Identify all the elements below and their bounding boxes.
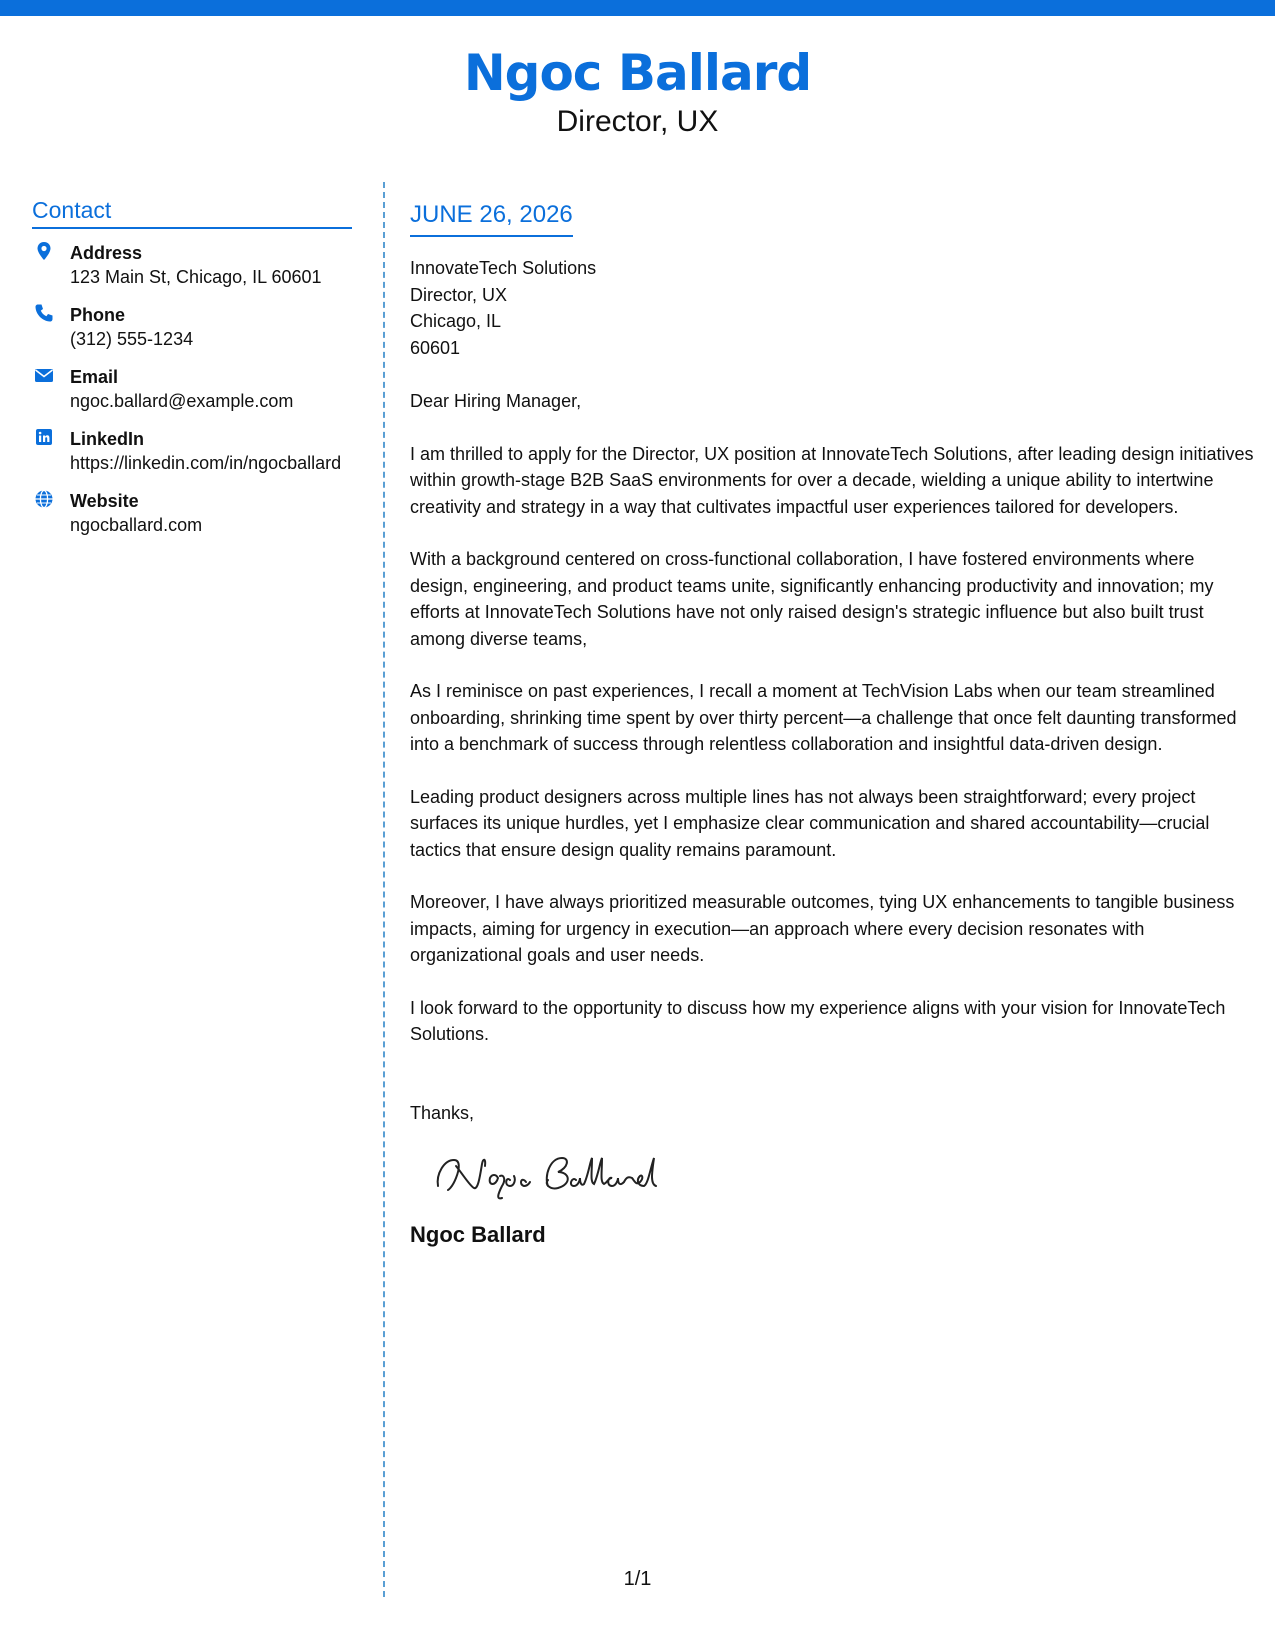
contact-item-website: [32, 489, 352, 538]
map-pin-icon: [34, 241, 54, 261]
column-divider: [383, 182, 385, 1597]
phone-value: (312) 555-1234: [70, 329, 194, 349]
letter-paragraph: I am thrilled to apply for the Director, UX position at InnovateTech Solutions, after leading design initiatives within growth-stage B2B SaaS environments for over a decade, wielding a unique ability to intertwine creativity and strategy in a way that cultivates impactful user experiences tailored for developers.: [410, 443, 1254, 517]
recipient-block: [410, 255, 1256, 361]
globe-icon: [34, 489, 54, 509]
letter-body: [410, 198, 1256, 1250]
email-label: Email: [70, 367, 119, 387]
email-value[interactable]: ngoc.ballard@example.com: [70, 391, 294, 411]
header: [0, 42, 1275, 140]
letter-paragraph: Moreover, I have always prioritized measurable outcomes, tying UX enhancements to tangible business impacts, aiming for urgency in execution—an approach where every decision resonates with organizational goals and user needs.: [410, 892, 1235, 965]
linkedin-icon: [34, 427, 54, 447]
recipient-company: InnovateTech Solutions: [410, 258, 597, 278]
address-label: Address: [70, 243, 143, 263]
linkedin-value[interactable]: https://linkedin.com/in/ngocballard: [70, 453, 342, 473]
linkedin-label: LinkedIn: [70, 429, 145, 449]
contact-item-email: [32, 365, 352, 414]
address-value: 123 Main St, Chicago, IL 60601: [70, 267, 322, 287]
letter-paragraph: Leading product designers across multiple lines has not always been straightforward; every project surfaces its unique hurdles, yet I emphasize clear communication and shared accountability—crucial tactics that ensure design quality remains paramount.: [410, 786, 1210, 860]
website-value[interactable]: ngocballard.com: [70, 515, 203, 535]
applicant-title: Director, UX: [556, 105, 719, 138]
recipient-city: Chicago, IL: [410, 311, 502, 331]
recipient-position: Director, UX: [410, 284, 508, 305]
website-label: Website: [70, 491, 139, 511]
contact-heading: Contact: [32, 195, 352, 229]
letter-paragraph: As I reminisce on past experiences, I recall a moment at TechVision Labs when our team streamlined onboarding, shrinking time spent by over thirty percent—a challenge that once felt daunting transformed into a benchmark of success through relentless collaboration and insightful data-driven design.: [410, 681, 1237, 754]
closing: Thanks,: [410, 1102, 475, 1123]
applicant-name: Ngoc Ballard: [463, 44, 812, 102]
letter-paragraph: I look forward to the opportunity to discuss how my experience aligns with your vision for InnovateTech Solutions.: [410, 997, 1226, 1044]
contact-item-linkedin: [32, 427, 352, 476]
salutation: Dear Hiring Manager,: [410, 391, 582, 411]
letter-paragraph: With a background centered on cross-functional collaboration, I have fostered environments where design, engineering, and product teams unite, significantly enhancing productivity and innovation; my efforts at InnovateTech Solutions have not only raised design's strategic influence but also built trust among diverse teams,: [410, 549, 1214, 649]
signer-name: Ngoc Ballard: [410, 1222, 546, 1247]
handwritten-signature: [430, 1146, 670, 1206]
contact-item-address: [32, 241, 352, 290]
contact-item-phone: [32, 303, 352, 352]
page-number: 1/1: [623, 1568, 652, 1590]
contact-sidebar: [32, 195, 352, 551]
letter-date: JUNE 26, 2026: [410, 198, 573, 237]
envelope-icon: [34, 365, 54, 385]
phone-icon: [34, 303, 54, 323]
recipient-zip: 60601: [410, 337, 461, 358]
contact-list: [32, 241, 352, 538]
phone-label: Phone: [70, 305, 126, 325]
top-accent-bar: [0, 0, 1275, 16]
